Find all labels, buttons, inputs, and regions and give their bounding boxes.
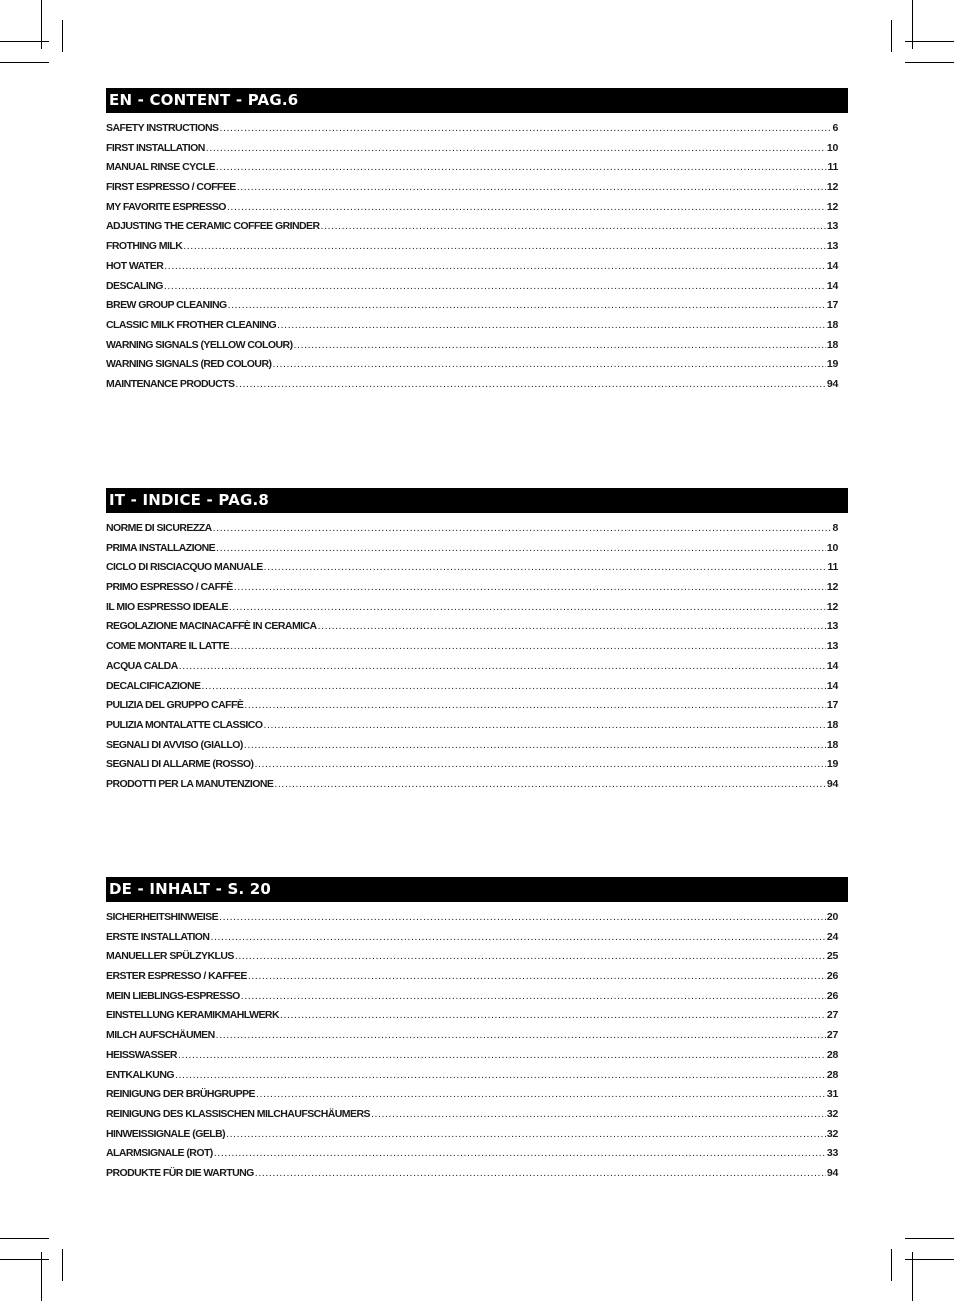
toc-leader-dots [263,719,825,731]
toc-item-page: 11 [827,161,838,174]
toc-item[interactable] [106,970,848,990]
toc-item-page: 19 [826,358,838,371]
toc-item-label: PRIMA INSTALLAZIONE [106,541,216,554]
toc-item-label: PRODOTTI PER LA MANUTENZIONE [106,777,274,790]
toc-leader-dots [179,660,826,672]
toc-item[interactable] [106,601,848,621]
toc-item-label: FIRST ESPRESSO / COFFEE [106,181,236,194]
toc-item[interactable] [106,950,848,970]
toc-leader-dots [201,680,825,692]
crop-mark-bottom-right-v [912,1252,913,1301]
toc-item-page: 32 [826,1127,838,1140]
toc-item-label: IL MIO ESPRESSO IDEALE [106,600,228,613]
toc-item[interactable] [106,561,848,581]
toc-leader-dots [213,522,832,534]
toc-item-page: 19 [826,758,838,771]
toc-item-page: 26 [826,970,838,983]
toc-item-page: 14 [826,259,838,272]
toc-item-page: 25 [826,950,838,963]
toc-leader-dots [206,142,826,154]
crop-mark-top-right-v [912,0,913,49]
toc-item[interactable] [106,990,848,1010]
crop-mark-top-left-h2 [0,62,49,63]
toc-item-label: PULIZIA DEL GRUPPO CAFFÈ [106,699,244,712]
toc-item-page: 14 [826,659,838,672]
toc-item-label: SICHERHEITSHINWEISE [106,911,219,923]
toc-item-page: 94 [826,377,838,390]
toc-item-page: 17 [826,299,838,312]
toc-item[interactable] [106,240,848,260]
toc-item-label: PRODUKTE FÜR DIE WARTUNG [106,1166,254,1179]
toc-item[interactable] [106,522,848,542]
toc-leader-dots [321,220,826,232]
toc-item[interactable] [106,1147,848,1167]
toc-item[interactable] [106,142,848,162]
toc-item-page: 18 [826,338,838,351]
toc-item-label: MANUAL RINSE CYCLE [106,161,215,174]
toc-item[interactable] [106,378,848,398]
toc-item[interactable] [106,1069,848,1089]
toc-item[interactable] [106,542,848,562]
toc-leader-dots [235,950,826,962]
toc-item-page: 32 [826,1107,838,1120]
toc-item[interactable] [106,1088,848,1108]
toc-item-page: 94 [826,777,838,790]
toc-item-page: 28 [826,1068,838,1081]
toc-leader-dots [219,911,826,923]
toc-item-label: MAINTENANCE PRODUCTS [106,377,235,390]
toc-item-label: BREW GROUP CLEANING [106,299,227,312]
crop-mark-bottom-left-v2 [62,1249,63,1281]
toc-leader-dots [175,1069,826,1081]
toc-leader-dots [318,620,826,632]
toc-item[interactable] [106,358,848,378]
toc-item[interactable] [106,699,848,719]
toc-item-label: EINSTELLUNG KERAMIKMAHLWERK [106,1009,279,1022]
toc-item-label: WARNING SIGNALS (RED COLOUR) [106,358,272,371]
toc-item-label: ACQUA CALDA [106,659,178,672]
toc-item[interactable] [106,778,848,798]
toc-item[interactable] [106,581,848,601]
toc-item-page: 13 [826,240,838,253]
toc-item-label: SAFETY INSTRUCTIONS [106,122,219,134]
toc-item-page: 20 [826,911,838,923]
toc-leader-dots [227,201,826,213]
toc-leader-dots [216,542,826,554]
toc-item-page: 8 [832,522,838,534]
toc-item-page: 18 [826,318,838,331]
toc-leader-dots [255,1167,826,1179]
toc-leader-dots [183,240,826,252]
toc-item-label: HOT WATER [106,259,164,272]
toc-item-label: WARNING SIGNALS (YELLOW COLOUR) [106,338,293,351]
toc-item[interactable] [106,260,848,280]
toc-item-page: 13 [826,220,838,233]
toc-item[interactable] [106,220,848,240]
toc-leader-dots [371,1108,826,1120]
toc-leader-dots [164,260,826,272]
toc-item[interactable] [106,719,848,739]
toc-item-label: ERSTER ESPRESSO / KAFFEE [106,970,247,983]
toc-leader-dots [244,739,826,751]
toc-item-page: 18 [826,718,838,731]
toc-leader-dots [254,758,825,770]
toc-leader-dots [277,319,826,331]
toc-item-label: MILCH AUFSCHÄUMEN [106,1029,215,1042]
section-header: EN - CONTENT - PAG.6 [106,88,848,113]
toc-item-page: 26 [826,989,838,1002]
toc-item-label: CICLO DI RISCIACQUO MANUALE [106,561,263,574]
toc-item-label: REINIGUNG DER BRÜHGRUPPE [106,1088,255,1101]
toc-item[interactable] [106,640,848,660]
toc-item-label: MANUELLER SPÜLZYKLUS [106,950,234,963]
toc-item-label: NORME DI SICUREZZA [106,522,212,534]
toc-item-label: HINWEISSIGNALE (GELB) [106,1127,226,1140]
toc-item[interactable] [106,161,848,181]
toc-item-label: REINIGUNG DES KLASSISCHEN MILCHAUFSCHÄUMERS [106,1107,370,1120]
toc-leader-dots [294,339,826,351]
toc-section-it [106,488,848,798]
toc-item-label: PRIMO ESPRESSO / CAFFÈ [106,581,233,594]
toc-item-page: 13 [826,620,838,633]
toc-item-page: 12 [826,600,838,613]
crop-mark-top-left-v2 [62,20,63,52]
toc-item[interactable] [106,1167,848,1187]
toc-item-page: 24 [826,930,838,943]
toc-item-label: SEGNALI DI ALLARME (ROSSO) [106,758,254,771]
toc-leader-dots [241,990,826,1002]
crop-mark-bottom-left-h2 [0,1238,49,1239]
toc-item-page: 14 [826,279,838,292]
toc-item-page: 11 [827,561,838,574]
toc-leader-dots [214,1147,826,1159]
crop-mark-top-right-v2 [891,20,892,52]
section-header: IT - INDICE - PAG.8 [106,488,848,513]
toc-item-label: CLASSIC MILK FROTHER CLEANING [106,318,277,331]
toc-leader-dots [219,122,831,134]
toc-item[interactable] [106,1108,848,1128]
toc-item[interactable] [106,680,848,700]
toc-item-page: 31 [826,1088,838,1101]
toc-item[interactable] [106,660,848,680]
crop-mark-bottom-left-v [41,1252,42,1301]
toc-leader-dots [235,378,825,390]
toc-leader-dots [216,1029,826,1041]
toc-item-label: FROTHING MILK [106,240,183,253]
toc-item-label: FIRST INSTALLATION [106,141,205,154]
toc-item-label: PULIZIA MONTALATTE CLASSICO [106,718,263,731]
toc-item[interactable] [106,319,848,339]
toc-item-page: 14 [826,679,838,692]
toc-leader-dots [228,299,826,311]
toc-item-label: DECALCIFICAZIONE [106,679,201,692]
toc-item[interactable] [106,1029,848,1049]
toc-item-label: MEIN LIEBLINGS-ESPRESSO [106,989,240,1002]
toc-leader-dots [272,358,825,370]
toc-item-label: MY FAVORITE ESPRESSO [106,200,226,213]
toc-item-label: ERSTE INSTALLATION [106,930,210,943]
toc-item-label: ADJUSTING THE CERAMIC COFFEE GRINDER [106,220,320,233]
toc-item-label: ENTKALKUNG [106,1068,174,1081]
toc-item-page: 10 [826,541,838,554]
toc-item[interactable] [106,339,848,359]
toc-item-label: SEGNALI DI AVVISO (GIALLO) [106,738,243,751]
toc-list [106,522,848,798]
toc-item-page: 27 [826,1029,838,1042]
toc-leader-dots [178,1049,826,1061]
toc-item-label: REGOLAZIONE MACINACAFFÈ IN CERAMICA [106,620,317,633]
toc-leader-dots [210,931,825,943]
toc-item[interactable] [106,620,848,640]
toc-item-page: 13 [826,640,838,653]
toc-leader-dots [164,280,826,292]
toc-item-page: 33 [826,1147,838,1160]
toc-item-page: 12 [826,181,838,194]
toc-item-page: 10 [826,141,838,154]
toc-item[interactable] [106,758,848,778]
toc-item-label: ALARMSIGNALE (ROT) [106,1147,213,1160]
toc-leader-dots [244,699,826,711]
toc-item-label: COME MONTARE IL LATTE [106,640,230,653]
toc-item[interactable] [106,931,848,951]
toc-item-page: 18 [826,738,838,751]
toc-item-page: 94 [826,1166,838,1179]
crop-mark-top-left-v [41,0,42,49]
toc-item-label: DESCALING [106,279,163,292]
toc-leader-dots [256,1088,826,1100]
toc-section-de [106,877,848,1187]
toc-item-page: 28 [826,1048,838,1061]
toc-item[interactable] [106,911,848,931]
toc-leader-dots [274,778,826,790]
crop-mark-bottom-right-v2 [891,1249,892,1281]
toc-item[interactable] [106,181,848,201]
toc-leader-dots [230,640,826,652]
toc-item-page: 27 [826,1009,838,1022]
toc-leader-dots [216,161,827,173]
toc-item-page: 12 [826,581,838,594]
toc-list [106,911,848,1187]
toc-item[interactable] [106,122,848,142]
toc-item[interactable] [106,201,848,221]
toc-item[interactable] [106,280,848,300]
crop-mark-bottom-right-h2 [905,1238,954,1239]
toc-item-page: 12 [826,200,838,213]
toc-section-en [106,88,848,398]
toc-leader-dots [234,581,826,593]
toc-item[interactable] [106,1009,848,1029]
crop-mark-top-right-h2 [905,62,954,63]
toc-item[interactable] [106,739,848,759]
toc-item[interactable] [106,1128,848,1148]
section-header: DE - INHALT - S. 20 [106,877,848,902]
toc-leader-dots [229,601,826,613]
toc-leader-dots [280,1009,826,1021]
toc-leader-dots [248,970,826,982]
toc-item-page: 6 [832,122,838,134]
toc-list [106,122,848,398]
toc-leader-dots [226,1128,826,1140]
toc-item-label: HEISSWASSER [106,1048,177,1061]
toc-leader-dots [237,181,826,193]
toc-item[interactable] [106,1049,848,1069]
toc-leader-dots [264,561,827,573]
toc-item[interactable] [106,299,848,319]
toc-item-page: 17 [826,699,838,712]
